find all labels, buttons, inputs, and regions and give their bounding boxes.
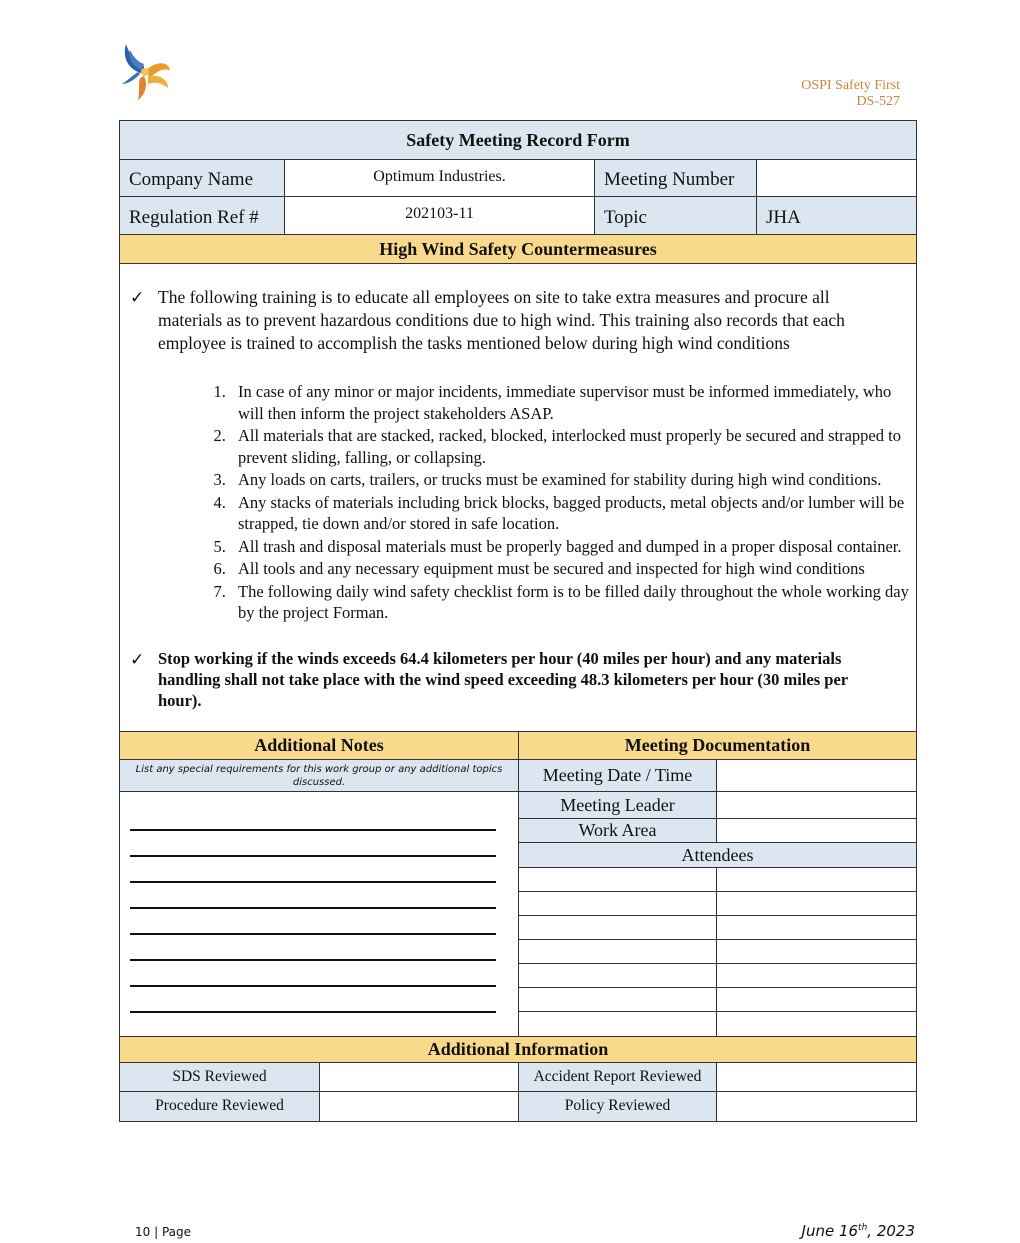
- list-item: 2. All materials that are stacked, racked, blocked, interlocked must properly be secured and strapped to prevent sliding, falling, or collapsing.: [230, 425, 916, 468]
- note-line[interactable]: [130, 937, 496, 961]
- attendee-field[interactable]: [519, 892, 717, 915]
- procedure-field[interactable]: [320, 1092, 519, 1121]
- safety-meeting-form: [119, 120, 917, 1122]
- countermeasure-list: [130, 381, 916, 624]
- attendee-field[interactable]: [717, 964, 916, 987]
- attendee-row: [519, 868, 916, 892]
- attendee-row: [519, 1012, 916, 1036]
- note-line[interactable]: [130, 859, 496, 883]
- attendee-field[interactable]: [519, 1012, 717, 1036]
- company-label: Company Name: [120, 160, 285, 196]
- sds-field[interactable]: [320, 1063, 519, 1091]
- topic-value[interactable]: JHA: [757, 197, 916, 234]
- footer-date: [802, 1222, 915, 1240]
- procedure-label: Procedure Reviewed: [120, 1092, 320, 1121]
- attendee-row: [519, 964, 916, 988]
- form-title-row: [120, 121, 916, 160]
- attendee-field[interactable]: [519, 916, 717, 939]
- document-header: [801, 78, 900, 110]
- additional-notes-column: [120, 760, 519, 1036]
- note-line[interactable]: [130, 833, 496, 857]
- page-number: 10 | Page: [135, 1225, 191, 1239]
- meeting-doc-column: [519, 760, 916, 1036]
- attendee-row: [519, 988, 916, 1012]
- regulation-value[interactable]: 202103-11: [285, 197, 595, 234]
- meeting-leader-row: [519, 792, 916, 819]
- attendee-field[interactable]: [717, 892, 916, 915]
- meeting-date-field[interactable]: [717, 760, 916, 791]
- list-item: 6. All tools and any necessary equipment must be secured and inspected for high wind conditions: [230, 558, 916, 580]
- policy-field[interactable]: [717, 1092, 916, 1121]
- stop-note-text: Stop working if the winds exceeds 64.4 kilometers per hour (40 miles per hour) and any materials handling shall not take place with the wind speed exceeding 48.3 kilometers per hour (30 miles per hour).: [158, 648, 848, 710]
- attendee-row: [519, 940, 916, 964]
- footer-date-prefix: June 16: [801, 1222, 859, 1240]
- additional-info-row: [120, 1037, 916, 1063]
- additional-notes-title: Additional Notes: [120, 732, 519, 759]
- review-row-1: [120, 1063, 916, 1092]
- stop-note-paragraph: [130, 648, 916, 711]
- topic-label: Topic: [595, 197, 757, 234]
- attendee-field[interactable]: [717, 940, 916, 963]
- attendee-row: [519, 892, 916, 916]
- section-title-row: [120, 235, 916, 264]
- work-area-row: [519, 819, 916, 843]
- list-item: 3. Any loads on carts, trailers, or trucks must be examined for stability during high wind conditions.: [230, 469, 916, 491]
- attendee-field[interactable]: [717, 988, 916, 1011]
- header-org: OSPI Safety First: [801, 78, 900, 93]
- attendee-field[interactable]: [717, 868, 916, 891]
- checkmark-icon: ✓: [130, 649, 145, 669]
- attendee-field[interactable]: [519, 964, 717, 987]
- note-line[interactable]: [130, 885, 496, 909]
- phoenix-logo-icon: [118, 40, 172, 104]
- note-line[interactable]: [130, 911, 496, 935]
- meeting-leader-field[interactable]: [717, 792, 916, 818]
- attendees-label: Attendees: [519, 843, 916, 868]
- attendee-field[interactable]: [519, 868, 717, 891]
- notes-lines: [120, 792, 518, 1013]
- note-line[interactable]: [130, 963, 496, 987]
- meeting-leader-label: Meeting Leader: [519, 792, 717, 818]
- sds-label: SDS Reviewed: [120, 1063, 320, 1091]
- note-line[interactable]: [130, 989, 496, 1013]
- list-item: 7. The following daily wind safety checklist form is to be filled daily throughout the whole working day by the project Forman.: [230, 581, 916, 624]
- review-row-2: [120, 1092, 916, 1121]
- note-line[interactable]: [130, 807, 496, 831]
- intro-paragraph: [130, 286, 916, 355]
- lower-headers-row: [120, 732, 916, 760]
- training-content: [120, 264, 916, 732]
- work-area-label: Work Area: [519, 819, 717, 842]
- list-item: 1. In case of any minor or major incidents, immediate supervisor must be informed immediately, who will then inform the project stakeholders ASAP.: [230, 381, 916, 424]
- regulation-row: [120, 197, 916, 235]
- form-title: Safety Meeting Record Form: [406, 129, 630, 150]
- section-title: High Wind Safety Countermeasures: [379, 238, 657, 259]
- accident-field[interactable]: [717, 1063, 916, 1091]
- meeting-date-row: [519, 760, 916, 792]
- company-row: [120, 160, 916, 197]
- meeting-date-label: Meeting Date / Time: [519, 760, 717, 791]
- additional-info-title: Additional Information: [427, 1038, 609, 1059]
- attendee-field[interactable]: [717, 1012, 916, 1036]
- notes-and-documentation: [120, 760, 916, 1037]
- meeting-number-value[interactable]: [757, 160, 916, 196]
- checkmark-icon: ✓: [130, 288, 145, 307]
- regulation-label: Regulation Ref #: [120, 197, 285, 234]
- additional-notes-hint: List any special requirements for this work group or any additional topics discussed.: [120, 760, 518, 792]
- intro-text: The following training is to educate all employees on site to take extra measures and procure all materials as to prevent hazardous conditions due to high wind. This training also records that each employee is trained to accomplish the tasks mentioned below during high wind conditions: [158, 287, 845, 353]
- attendee-field[interactable]: [519, 988, 717, 1011]
- attendee-field[interactable]: [717, 916, 916, 939]
- attendee-field[interactable]: [519, 940, 717, 963]
- list-item: 4. Any stacks of materials including brick blocks, bagged products, metal objects and/or lumber will be strapped, tie down and/or stored in safe location.: [230, 492, 916, 535]
- meeting-number-label: Meeting Number: [595, 160, 757, 196]
- policy-label: Policy Reviewed: [519, 1092, 717, 1121]
- header-code: DS-527: [856, 94, 900, 109]
- attendee-row: [519, 916, 916, 940]
- footer-date-suffix: , 2023: [867, 1222, 915, 1240]
- work-area-field[interactable]: [717, 819, 916, 842]
- company-value[interactable]: Optimum Industries.: [285, 160, 595, 196]
- footer-date-sup: th: [858, 1223, 868, 1233]
- list-item: 5. All trash and disposal materials must be properly bagged and dumped in a proper disposal container.: [230, 536, 916, 558]
- accident-label: Accident Report Reviewed: [519, 1063, 717, 1091]
- meeting-doc-title: Meeting Documentation: [624, 734, 811, 755]
